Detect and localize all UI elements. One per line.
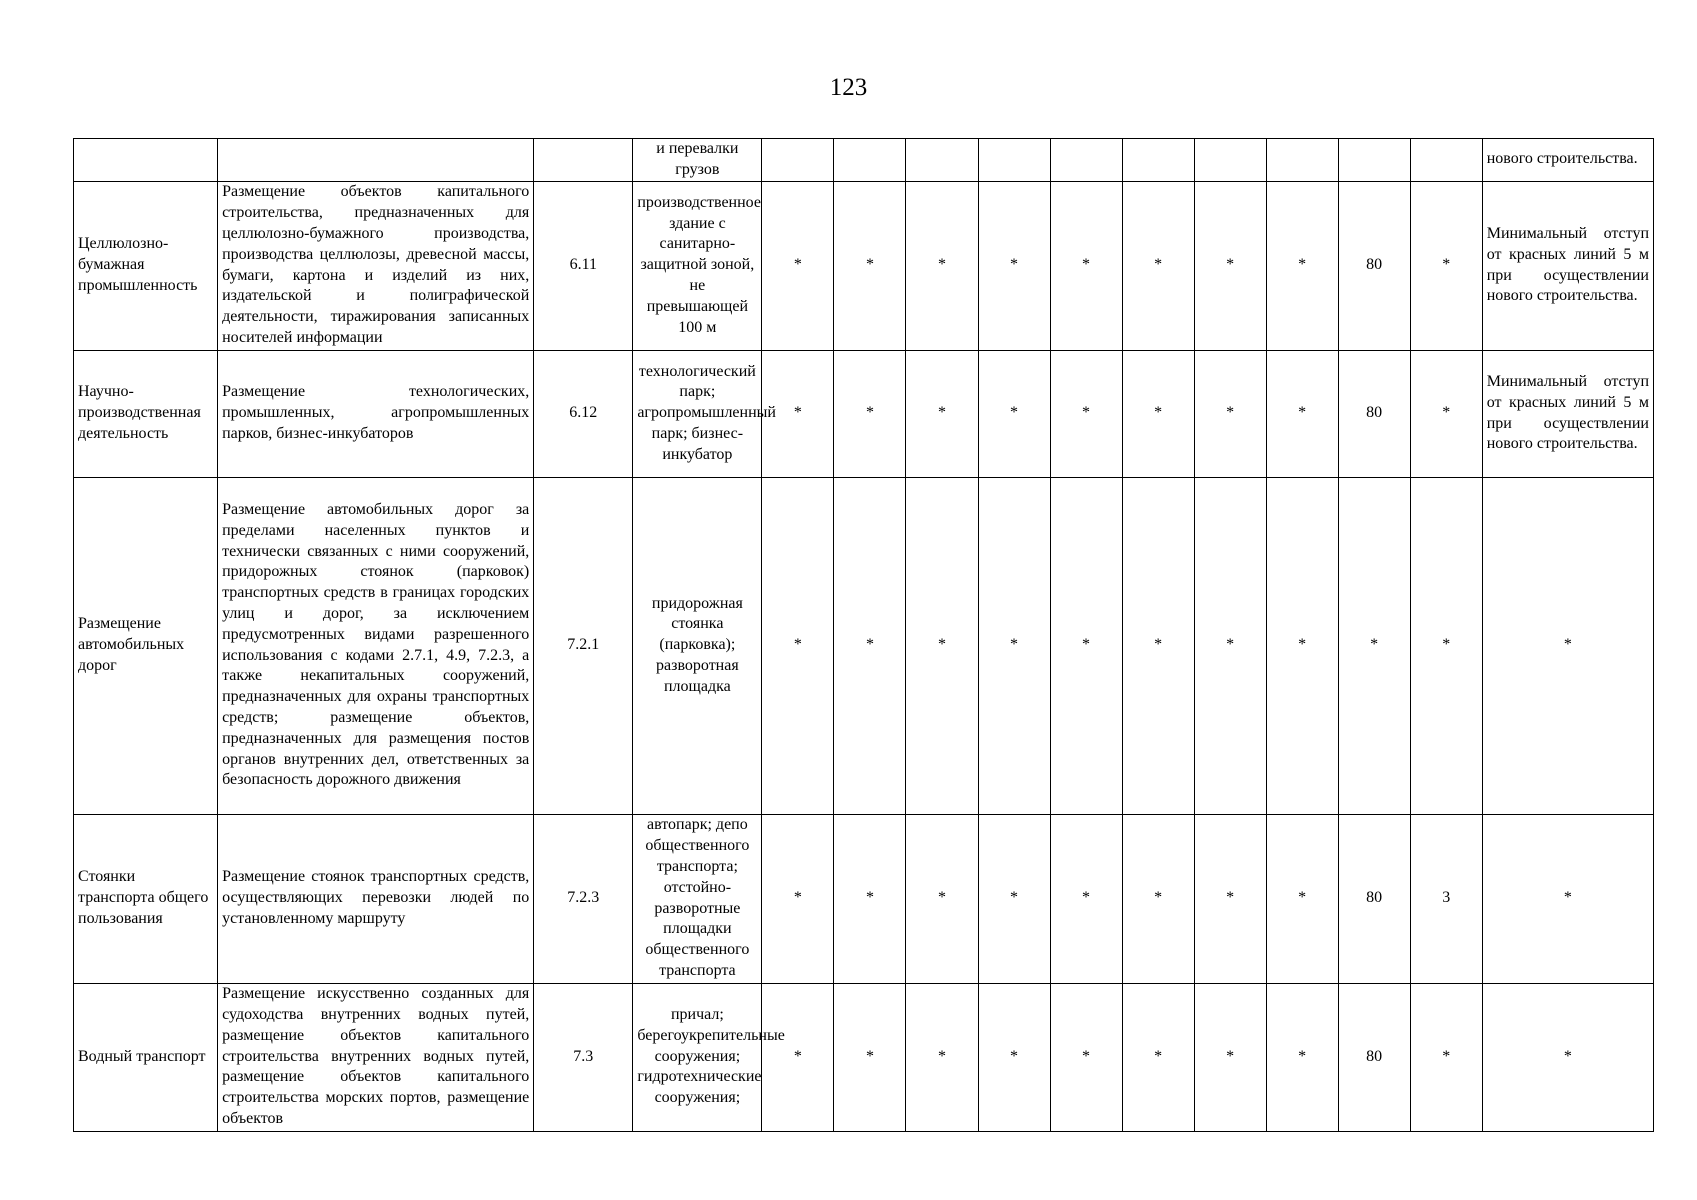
param-cell: * <box>906 814 978 983</box>
use-type-name: Стоянки транспорта общего пользования <box>74 814 218 983</box>
table-row <box>74 139 1654 182</box>
table-row <box>74 814 1654 983</box>
use-type-description: Размещение объектов капитального строительства, предназначенных для целлюлозно-бумажного производства, производства целлюлозы, древесной массы, бумаги, картона и изделий из них, издательской и полиграфической деятельности, тиражирования записанных носителей информации <box>218 181 534 350</box>
use-type-name: Научно-производственная деятельность <box>74 350 218 477</box>
param-cell: * <box>1194 814 1266 983</box>
param-cell <box>834 139 906 182</box>
use-type-code <box>534 139 633 182</box>
use-type-description: Размещение автомобильных дорог за пределами населенных пунктов и технически связанных с ними сооружений, придорожных стоянок (парковок) транспортных средств в границах городских улиц и дорог, за исключением предусмотренных видами разрешенного использования с кодами 2.7.1, 4.9, 7.2.3, а также некапитальных сооружений, предназначенных для охраны транспортных средств; размещение объектов, предназначенных для размещения постов органов внутренних дел, ответственных за безопасность дорожного движения <box>218 477 534 814</box>
param-cell: * <box>1410 477 1482 814</box>
param-cell: * <box>1050 814 1122 983</box>
param-cell: * <box>906 983 978 1131</box>
permitted-objects: и перевалки грузов <box>633 139 762 182</box>
param-cell: * <box>834 983 906 1131</box>
param-cell: * <box>1194 983 1266 1131</box>
param-cell <box>978 139 1050 182</box>
param-cell <box>1122 139 1194 182</box>
param-cell: * <box>834 181 906 350</box>
param-cell: * <box>834 814 906 983</box>
param-cell: 80 <box>1338 983 1410 1131</box>
use-type-code: 7.2.3 <box>534 814 633 983</box>
param-cell: * <box>906 350 978 477</box>
param-cell: * <box>1266 983 1338 1131</box>
param-cell: * <box>1338 477 1410 814</box>
param-cell: * <box>978 983 1050 1131</box>
param-cell: * <box>1266 181 1338 350</box>
table-row <box>74 983 1654 1131</box>
param-cell <box>1266 139 1338 182</box>
param-cell: * <box>1122 983 1194 1131</box>
param-cell: * <box>762 814 834 983</box>
param-cell: * <box>762 983 834 1131</box>
param-cell: * <box>1122 814 1194 983</box>
param-cell: * <box>1410 983 1482 1131</box>
restrictions-note: Минимальный отступ от красных линий 5 м при осуществлении нового строительства. <box>1482 350 1653 477</box>
restrictions-note: * <box>1482 814 1653 983</box>
restrictions-note: нового строительства. <box>1482 139 1653 182</box>
use-type-name: Размещение автомобильных дорог <box>74 477 218 814</box>
table-row <box>74 181 1654 350</box>
permitted-objects: причал; берегоукрепительные сооружения; гидротехнические сооружения; <box>633 983 762 1131</box>
param-cell: * <box>1122 477 1194 814</box>
use-type-description: Размещение искусственно созданных для судоходства внутренних водных путей, размещение объектов капитального строительства внутренних водных путей, размещение объектов капитального строительства морских портов, размещение объектов <box>218 983 534 1131</box>
use-type-name: Водный транспорт <box>74 983 218 1131</box>
param-cell: 80 <box>1338 814 1410 983</box>
param-cell: * <box>1050 477 1122 814</box>
use-type-name: Целлюлозно-бумажная промышленность <box>74 181 218 350</box>
param-cell: * <box>1266 814 1338 983</box>
use-type-code: 7.3 <box>534 983 633 1131</box>
table-row <box>74 350 1654 477</box>
use-type-code: 6.11 <box>534 181 633 350</box>
use-type-code: 6.12 <box>534 350 633 477</box>
param-cell: 80 <box>1338 181 1410 350</box>
param-cell <box>1050 139 1122 182</box>
permitted-objects: технологический парк; агропромышленный парк; бизнес-инкубатор <box>633 350 762 477</box>
param-cell <box>1194 139 1266 182</box>
param-cell: * <box>834 350 906 477</box>
param-cell: * <box>762 181 834 350</box>
table-row <box>74 477 1654 814</box>
param-cell: * <box>1194 350 1266 477</box>
param-cell: * <box>762 477 834 814</box>
param-cell: * <box>1050 983 1122 1131</box>
land-use-regulations-table <box>73 138 1654 1132</box>
param-cell: * <box>978 181 1050 350</box>
param-cell <box>1410 139 1482 182</box>
use-type-description: Размещение технологических, промышленных, агропромышленных парков, бизнес-инкубаторов <box>218 350 534 477</box>
param-cell: * <box>1122 350 1194 477</box>
param-cell: * <box>1410 181 1482 350</box>
param-cell: * <box>1410 350 1482 477</box>
restrictions-note: Минимальный отступ от красных линий 5 м при осуществлении нового строительства. <box>1482 181 1653 350</box>
param-cell: 3 <box>1410 814 1482 983</box>
param-cell: * <box>762 350 834 477</box>
param-cell: * <box>1266 350 1338 477</box>
param-cell: * <box>906 181 978 350</box>
param-cell: * <box>1194 181 1266 350</box>
param-cell: * <box>1266 477 1338 814</box>
param-cell <box>906 139 978 182</box>
param-cell: * <box>1122 181 1194 350</box>
param-cell: * <box>978 814 1050 983</box>
param-cell: 80 <box>1338 350 1410 477</box>
param-cell: * <box>834 477 906 814</box>
page-number: 123 <box>829 74 868 101</box>
param-cell <box>1338 139 1410 182</box>
param-cell: * <box>1050 350 1122 477</box>
param-cell: * <box>978 350 1050 477</box>
param-cell: * <box>1194 477 1266 814</box>
param-cell: * <box>906 477 978 814</box>
param-cell: * <box>1050 181 1122 350</box>
param-cell: * <box>978 477 1050 814</box>
restrictions-note: * <box>1482 983 1653 1131</box>
permitted-objects: автопарк; депо общественного транспорта; отстойно-разворотные площадки общественного транспорта <box>633 814 762 983</box>
permitted-objects: производственное здание с санитарно-защитной зоной, не превышающей 100 м <box>633 181 762 350</box>
permitted-objects: придорожная стоянка (парковка); разворотная площадка <box>633 477 762 814</box>
param-cell <box>762 139 834 182</box>
use-type-description <box>218 139 534 182</box>
use-type-code: 7.2.1 <box>534 477 633 814</box>
restrictions-note: * <box>1482 477 1653 814</box>
use-type-name <box>74 139 218 182</box>
use-type-description: Размещение стоянок транспортных средств, осуществляющих перевозки людей по установленному маршруту <box>218 814 534 983</box>
